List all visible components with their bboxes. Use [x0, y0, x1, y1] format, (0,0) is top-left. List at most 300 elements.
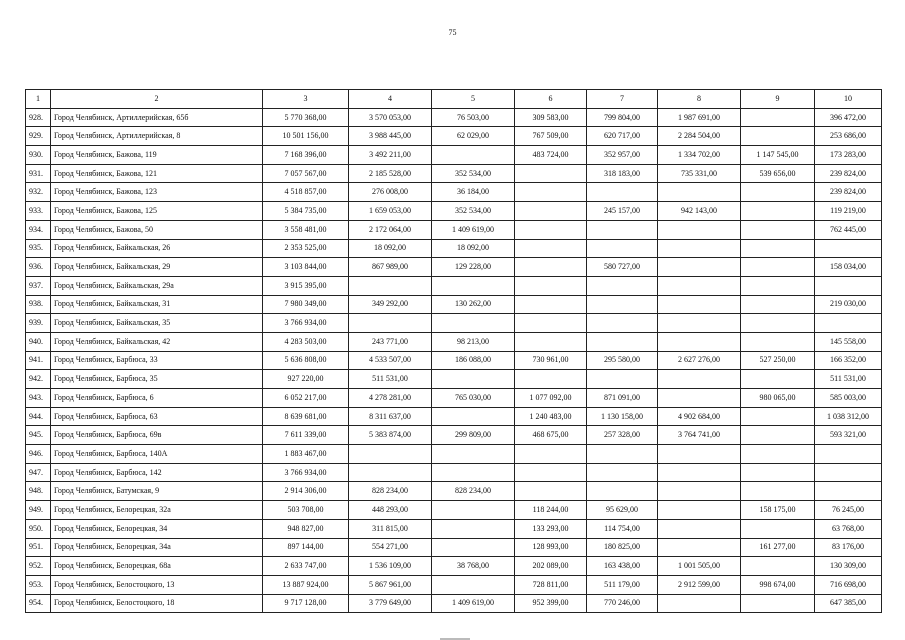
value-cell [432, 407, 515, 426]
value-cell: 145 558,00 [815, 332, 882, 351]
value-cell: 318 183,00 [587, 164, 658, 183]
row-index-cell: 943. [26, 389, 51, 408]
table-row [26, 108, 882, 127]
value-cell [815, 463, 882, 482]
value-cell [658, 482, 741, 501]
value-cell [741, 463, 815, 482]
value-cell: 620 717,00 [587, 127, 658, 146]
value-cell: 580 727,00 [587, 258, 658, 277]
table-row [26, 258, 882, 277]
value-cell [741, 370, 815, 389]
value-cell [658, 314, 741, 333]
value-cell: 3 915 395,00 [263, 276, 349, 295]
value-cell: 483 724,00 [515, 146, 587, 165]
value-cell: 7 980 349,00 [263, 295, 349, 314]
value-cell: 158 034,00 [815, 258, 882, 277]
value-cell [658, 463, 741, 482]
value-cell [587, 463, 658, 482]
value-cell: 13 887 924,00 [263, 575, 349, 594]
value-cell [432, 370, 515, 389]
value-cell: 1 536 109,00 [349, 557, 432, 576]
value-cell: 3 766 934,00 [263, 314, 349, 333]
value-cell [741, 407, 815, 426]
value-cell [432, 146, 515, 165]
value-cell [658, 519, 741, 538]
value-cell: 3 764 741,00 [658, 426, 741, 445]
value-cell: 161 277,00 [741, 538, 815, 557]
value-cell [815, 482, 882, 501]
value-cell [515, 463, 587, 482]
table-row [26, 146, 882, 165]
value-cell: 3 492 211,00 [349, 146, 432, 165]
value-cell [515, 202, 587, 221]
value-cell: 3 988 445,00 [349, 127, 432, 146]
value-cell: 98 213,00 [432, 332, 515, 351]
value-cell: 942 143,00 [658, 202, 741, 221]
address-cell: Город Челябинск, Бажова, 125 [51, 202, 263, 221]
value-cell [658, 389, 741, 408]
value-cell: 585 003,00 [815, 389, 882, 408]
value-cell: 130 262,00 [432, 295, 515, 314]
value-cell: 180 825,00 [587, 538, 658, 557]
column-header: 2 [51, 90, 263, 109]
value-cell [741, 426, 815, 445]
value-cell: 867 989,00 [349, 258, 432, 277]
value-cell: 114 754,00 [587, 519, 658, 538]
table-row [26, 482, 882, 501]
address-cell: Город Челябинск, Бажова, 123 [51, 183, 263, 202]
table-row [26, 164, 882, 183]
row-index-cell: 952. [26, 557, 51, 576]
value-cell [815, 276, 882, 295]
address-cell: Город Челябинск, Барбюса, 35 [51, 370, 263, 389]
address-cell: Город Челябинск, Белорецкая, 32а [51, 501, 263, 520]
value-cell [658, 501, 741, 520]
data-table [25, 89, 882, 613]
address-cell: Город Челябинск, Барбюса, 63 [51, 407, 263, 426]
value-cell [515, 314, 587, 333]
address-cell: Город Челябинск, Белостоцкого, 13 [51, 575, 263, 594]
value-cell: 243 771,00 [349, 332, 432, 351]
value-cell: 257 328,00 [587, 426, 658, 445]
value-cell [741, 332, 815, 351]
value-cell: 1 147 545,00 [741, 146, 815, 165]
value-cell [587, 183, 658, 202]
column-header: 9 [741, 90, 815, 109]
value-cell: 5 383 874,00 [349, 426, 432, 445]
address-cell: Город Челябинск, Байкальская, 42 [51, 332, 263, 351]
value-cell: 352 957,00 [587, 146, 658, 165]
row-index-cell: 946. [26, 445, 51, 464]
row-index-cell: 954. [26, 594, 51, 613]
table-row [26, 538, 882, 557]
value-cell [515, 276, 587, 295]
value-cell: 2 912 599,00 [658, 575, 741, 594]
value-cell: 186 088,00 [432, 351, 515, 370]
value-cell: 129 228,00 [432, 258, 515, 277]
address-cell: Город Челябинск, Бажова, 121 [51, 164, 263, 183]
value-cell: 163 438,00 [587, 557, 658, 576]
value-cell [658, 538, 741, 557]
table-row [26, 463, 882, 482]
row-index-cell: 947. [26, 463, 51, 482]
column-header: 10 [815, 90, 882, 109]
value-cell [432, 538, 515, 557]
value-cell [432, 445, 515, 464]
address-cell: Город Челябинск, Белорецкая, 34 [51, 519, 263, 538]
address-cell: Город Челябинск, Белорецкая, 68а [51, 557, 263, 576]
value-cell [515, 445, 587, 464]
value-cell: 166 352,00 [815, 351, 882, 370]
row-index-cell: 944. [26, 407, 51, 426]
table-row [26, 557, 882, 576]
value-cell [515, 164, 587, 183]
value-cell [741, 276, 815, 295]
value-cell: 4 902 684,00 [658, 407, 741, 426]
value-cell: 728 811,00 [515, 575, 587, 594]
value-cell: 158 175,00 [741, 501, 815, 520]
value-cell: 2 172 064,00 [349, 220, 432, 239]
value-cell [741, 594, 815, 613]
value-cell [658, 295, 741, 314]
row-index-cell: 936. [26, 258, 51, 277]
row-index-cell: 937. [26, 276, 51, 295]
value-cell: 871 091,00 [587, 389, 658, 408]
value-cell [515, 239, 587, 258]
value-cell: 202 089,00 [515, 557, 587, 576]
value-cell [515, 220, 587, 239]
value-cell: 253 686,00 [815, 127, 882, 146]
value-cell [587, 445, 658, 464]
value-cell: 8 639 681,00 [263, 407, 349, 426]
value-cell [741, 258, 815, 277]
row-index-cell: 948. [26, 482, 51, 501]
row-index-cell: 945. [26, 426, 51, 445]
value-cell [432, 575, 515, 594]
value-cell: 1 409 619,00 [432, 594, 515, 613]
address-cell: Город Челябинск, Белорецкая, 34а [51, 538, 263, 557]
value-cell [432, 463, 515, 482]
value-cell [587, 220, 658, 239]
value-cell [741, 108, 815, 127]
value-cell: 5 867 961,00 [349, 575, 432, 594]
value-cell: 1 130 158,00 [587, 407, 658, 426]
value-cell [515, 183, 587, 202]
row-index-cell: 939. [26, 314, 51, 333]
address-cell: Город Челябинск, Артиллерийская, 8 [51, 127, 263, 146]
value-cell [587, 239, 658, 258]
value-cell: 245 157,00 [587, 202, 658, 221]
value-cell [515, 258, 587, 277]
page-number: 75 [448, 28, 457, 37]
value-cell [587, 370, 658, 389]
value-cell [658, 370, 741, 389]
table-row [26, 295, 882, 314]
value-cell: 3 558 481,00 [263, 220, 349, 239]
value-cell: 76 503,00 [432, 108, 515, 127]
value-cell: 948 827,00 [263, 519, 349, 538]
value-cell: 927 220,00 [263, 370, 349, 389]
table-row [26, 239, 882, 258]
value-cell: 2 353 525,00 [263, 239, 349, 258]
address-cell: Город Челябинск, Бажова, 50 [51, 220, 263, 239]
value-cell: 1 334 702,00 [658, 146, 741, 165]
value-cell: 118 244,00 [515, 501, 587, 520]
address-cell: Город Челябинск, Байкальская, 31 [51, 295, 263, 314]
value-cell [741, 295, 815, 314]
address-cell: Город Челябинск, Байкальская, 26 [51, 239, 263, 258]
table-row [26, 575, 882, 594]
value-cell: 511 531,00 [815, 370, 882, 389]
table-row [26, 276, 882, 295]
value-cell: 3 779 649,00 [349, 594, 432, 613]
address-cell: Город Челябинск, Барбюса, 140А [51, 445, 263, 464]
value-cell: 128 993,00 [515, 538, 587, 557]
value-cell: 2 284 504,00 [658, 127, 741, 146]
row-index-cell: 930. [26, 146, 51, 165]
value-cell [741, 202, 815, 221]
address-cell: Город Челябинск, Барбюса, 69в [51, 426, 263, 445]
value-cell [587, 276, 658, 295]
row-index-cell: 953. [26, 575, 51, 594]
value-cell [741, 557, 815, 576]
value-cell: 309 583,00 [515, 108, 587, 127]
value-cell: 762 445,00 [815, 220, 882, 239]
table-row [26, 183, 882, 202]
value-cell: 2 627 276,00 [658, 351, 741, 370]
row-index-cell: 950. [26, 519, 51, 538]
value-cell: 18 092,00 [349, 239, 432, 258]
value-cell: 1 077 092,00 [515, 389, 587, 408]
value-cell [741, 183, 815, 202]
address-cell: Город Челябинск, Батумская, 9 [51, 482, 263, 501]
row-index-cell: 928. [26, 108, 51, 127]
value-cell: 2 185 528,00 [349, 164, 432, 183]
value-cell: 468 675,00 [515, 426, 587, 445]
value-cell: 1 240 483,00 [515, 407, 587, 426]
row-index-cell: 933. [26, 202, 51, 221]
value-cell: 396 472,00 [815, 108, 882, 127]
value-cell: 770 246,00 [587, 594, 658, 613]
value-cell: 4 283 503,00 [263, 332, 349, 351]
value-cell: 554 271,00 [349, 538, 432, 557]
value-cell: 7 168 396,00 [263, 146, 349, 165]
value-cell [587, 482, 658, 501]
value-cell: 828 234,00 [349, 482, 432, 501]
value-cell: 239 824,00 [815, 183, 882, 202]
value-cell [432, 519, 515, 538]
value-cell: 83 176,00 [815, 538, 882, 557]
row-index-cell: 949. [26, 501, 51, 520]
value-cell: 3 570 053,00 [349, 108, 432, 127]
value-cell: 62 029,00 [432, 127, 515, 146]
value-cell [658, 332, 741, 351]
value-cell: 239 824,00 [815, 164, 882, 183]
value-cell [515, 295, 587, 314]
row-index-cell: 934. [26, 220, 51, 239]
value-cell: 998 674,00 [741, 575, 815, 594]
value-cell [658, 239, 741, 258]
value-cell [741, 445, 815, 464]
value-cell: 130 309,00 [815, 557, 882, 576]
value-cell: 735 331,00 [658, 164, 741, 183]
value-cell: 219 030,00 [815, 295, 882, 314]
value-cell: 173 283,00 [815, 146, 882, 165]
table-row [26, 332, 882, 351]
value-cell: 276 008,00 [349, 183, 432, 202]
value-cell: 352 534,00 [432, 202, 515, 221]
value-cell: 133 293,00 [515, 519, 587, 538]
table-row [26, 127, 882, 146]
row-index-cell: 932. [26, 183, 51, 202]
value-cell: 511 179,00 [587, 575, 658, 594]
value-cell [432, 501, 515, 520]
value-cell: 1 001 505,00 [658, 557, 741, 576]
column-header: 4 [349, 90, 432, 109]
value-cell [658, 258, 741, 277]
value-cell: 1 409 619,00 [432, 220, 515, 239]
value-cell [432, 276, 515, 295]
value-cell: 8 311 637,00 [349, 407, 432, 426]
value-cell [815, 239, 882, 258]
value-cell: 18 092,00 [432, 239, 515, 258]
value-cell: 352 534,00 [432, 164, 515, 183]
value-cell: 511 531,00 [349, 370, 432, 389]
table-row [26, 314, 882, 333]
value-cell: 299 809,00 [432, 426, 515, 445]
value-cell [741, 220, 815, 239]
value-cell: 1 038 312,00 [815, 407, 882, 426]
value-cell [515, 482, 587, 501]
value-cell: 503 708,00 [263, 501, 349, 520]
value-cell [587, 332, 658, 351]
value-cell: 527 250,00 [741, 351, 815, 370]
value-cell: 897 144,00 [263, 538, 349, 557]
value-cell: 5 770 368,00 [263, 108, 349, 127]
row-index-cell: 935. [26, 239, 51, 258]
value-cell: 448 293,00 [349, 501, 432, 520]
value-cell: 349 292,00 [349, 295, 432, 314]
value-cell: 76 245,00 [815, 501, 882, 520]
row-index-cell: 942. [26, 370, 51, 389]
value-cell: 765 030,00 [432, 389, 515, 408]
value-cell [741, 482, 815, 501]
table-body [26, 108, 882, 613]
value-cell: 295 580,00 [587, 351, 658, 370]
address-cell: Город Челябинск, Байкальская, 29 [51, 258, 263, 277]
address-cell: Город Челябинск, Белостоцкого, 18 [51, 594, 263, 613]
value-cell [515, 370, 587, 389]
column-header: 8 [658, 90, 741, 109]
column-header: 7 [587, 90, 658, 109]
row-index-cell: 951. [26, 538, 51, 557]
table-row [26, 445, 882, 464]
table-row [26, 351, 882, 370]
address-cell: Город Челябинск, Артиллерийская, 65б [51, 108, 263, 127]
value-cell [658, 220, 741, 239]
row-index-cell: 931. [26, 164, 51, 183]
address-cell: Город Челябинск, Барбюса, 6 [51, 389, 263, 408]
value-cell [658, 445, 741, 464]
value-cell [815, 314, 882, 333]
address-cell: Город Челябинск, Байкальская, 29а [51, 276, 263, 295]
value-cell [741, 519, 815, 538]
value-cell: 2 914 306,00 [263, 482, 349, 501]
column-header: 3 [263, 90, 349, 109]
value-cell [741, 314, 815, 333]
value-cell [349, 463, 432, 482]
table-row [26, 594, 882, 613]
table-row [26, 426, 882, 445]
row-index-cell: 929. [26, 127, 51, 146]
address-cell: Город Челябинск, Бажова, 119 [51, 146, 263, 165]
column-header: 1 [26, 90, 51, 109]
value-cell [515, 332, 587, 351]
address-cell: Город Челябинск, Байкальская, 35 [51, 314, 263, 333]
value-cell: 1 987 691,00 [658, 108, 741, 127]
value-cell: 6 052 217,00 [263, 389, 349, 408]
value-cell [587, 295, 658, 314]
value-cell: 4 278 281,00 [349, 389, 432, 408]
table-row [26, 370, 882, 389]
value-cell [658, 276, 741, 295]
value-cell: 716 698,00 [815, 575, 882, 594]
value-cell [741, 239, 815, 258]
value-cell [587, 314, 658, 333]
value-cell [349, 314, 432, 333]
table-row [26, 220, 882, 239]
value-cell [349, 276, 432, 295]
value-cell [349, 445, 432, 464]
row-index-cell: 940. [26, 332, 51, 351]
value-cell [658, 183, 741, 202]
value-cell: 63 768,00 [815, 519, 882, 538]
value-cell: 9 717 128,00 [263, 594, 349, 613]
value-cell: 119 219,00 [815, 202, 882, 221]
value-cell: 980 065,00 [741, 389, 815, 408]
row-index-cell: 941. [26, 351, 51, 370]
value-cell: 647 385,00 [815, 594, 882, 613]
value-cell [432, 314, 515, 333]
value-cell: 1 659 053,00 [349, 202, 432, 221]
value-cell: 593 321,00 [815, 426, 882, 445]
value-cell: 7 057 567,00 [263, 164, 349, 183]
table-row [26, 389, 882, 408]
table-row [26, 501, 882, 520]
value-cell: 539 656,00 [741, 164, 815, 183]
value-cell [658, 594, 741, 613]
value-cell: 730 961,00 [515, 351, 587, 370]
value-cell: 1 883 467,00 [263, 445, 349, 464]
value-cell [741, 127, 815, 146]
column-header: 6 [515, 90, 587, 109]
value-cell: 767 509,00 [515, 127, 587, 146]
value-cell: 5 636 808,00 [263, 351, 349, 370]
value-cell: 3 103 844,00 [263, 258, 349, 277]
value-cell [815, 445, 882, 464]
value-cell: 10 501 156,00 [263, 127, 349, 146]
address-cell: Город Челябинск, Барбюса, 142 [51, 463, 263, 482]
address-cell: Город Челябинск, Барбюса, 33 [51, 351, 263, 370]
value-cell: 4 518 857,00 [263, 183, 349, 202]
value-cell: 2 633 747,00 [263, 557, 349, 576]
table-row [26, 202, 882, 221]
value-cell: 4 533 507,00 [349, 351, 432, 370]
table-row [26, 519, 882, 538]
row-index-cell: 938. [26, 295, 51, 314]
table-row [26, 407, 882, 426]
value-cell: 799 804,00 [587, 108, 658, 127]
